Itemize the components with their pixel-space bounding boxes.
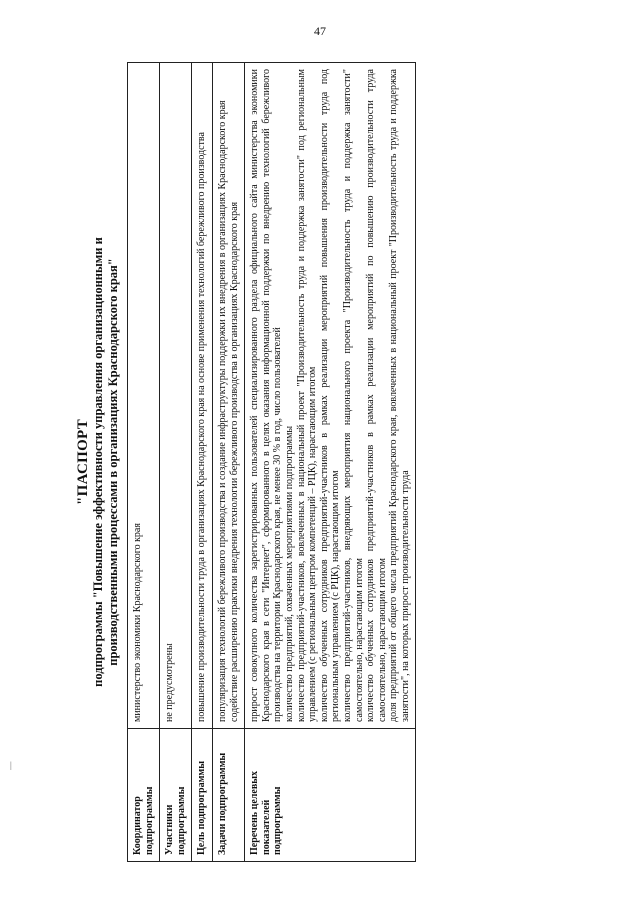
document-title bbox=[76, 62, 121, 862]
row-value: популяризация технологий бережливого производства и создание инфраструктуры поддержки их внедрения в организациях Краснодарского края содействие расширению практики внедрения технологии бережливого производства в организациях Краснодарского края bbox=[212, 63, 244, 729]
row-label: Перечень целевых показателей подпрограммы bbox=[245, 729, 416, 862]
table-row-coordinator bbox=[128, 63, 160, 862]
indicator-item: прирост совокупного количества зарегистрированных пользователей специализированного раздела официального сайта министерства экономики Краснодарского края в сети "Интернет", сформированного в целях оказания информационной поддержки по внедрению технологий бережливого производства на территории Краснодарского края, не менее 30 % в год, число пользователей bbox=[249, 69, 284, 722]
row-label: Участники подпрограммы bbox=[160, 729, 192, 862]
indicator-item: количество предприятий-участников, вовлеченных в национальный проект "Производительность труда и поддержка занятости" под региональным управлением (с региональным центром компетенций – РЦК), нарастающим итогом bbox=[295, 69, 319, 722]
title-heading: "ПАСПОРТ bbox=[75, 419, 91, 505]
margin-mark: | bbox=[10, 760, 12, 770]
indicator-item: количество обученных сотрудников предприятий-участников в рамках реализации мероприятий по повышению производительности труда самостоятельно, нарастающим итогом bbox=[365, 69, 388, 722]
indicator-item: доля предприятий от общего числа предприятий Краснодарского края, вовлеченных в национальный проект "Производительность труда и поддержка занятости", на которых прирост производительности труда bbox=[388, 69, 411, 722]
indicator-item: количество обученных сотрудников предприятий-участников в рамках реализации мероприятий повышения производительности труда под региональным управлением (с РЦК), нарастающим итогом bbox=[318, 69, 342, 722]
row-value: министерство экономики Краснодарского края bbox=[128, 63, 160, 729]
table-row-goal bbox=[192, 63, 213, 862]
title-line-2: производственными процессами в организациях Краснодарского края" bbox=[106, 258, 120, 666]
row-label: Координатор подпрограммы bbox=[128, 729, 160, 862]
rotated-document-content bbox=[76, 62, 611, 862]
table-row-participants bbox=[160, 63, 192, 862]
passport-table bbox=[127, 62, 416, 862]
table-row-indicators bbox=[245, 63, 416, 862]
row-value: не предусмотрены bbox=[160, 63, 192, 729]
table-row-tasks bbox=[212, 63, 244, 862]
indicator-list bbox=[245, 63, 416, 729]
indicator-item: количество предприятий-участников, внедряющих мероприятия национального проекта "Производительность труда и поддержка занятости" самостоятельно, нарастающим итогом bbox=[341, 69, 365, 722]
row-label: Задачи подпрограммы bbox=[212, 729, 244, 862]
page-number: 47 bbox=[314, 24, 326, 38]
title-line-1: подпрограммы "Повышение эффективности управления организационными и bbox=[91, 237, 105, 687]
row-label: Цель подпрограммы bbox=[192, 729, 213, 862]
indicator-item: количество предприятий, охваченных мероприятиями подпрограммы bbox=[283, 425, 295, 722]
row-value: повышение производительности труда в организациях Краснодарского края на основе применения технологий бережливого производства bbox=[192, 63, 213, 729]
